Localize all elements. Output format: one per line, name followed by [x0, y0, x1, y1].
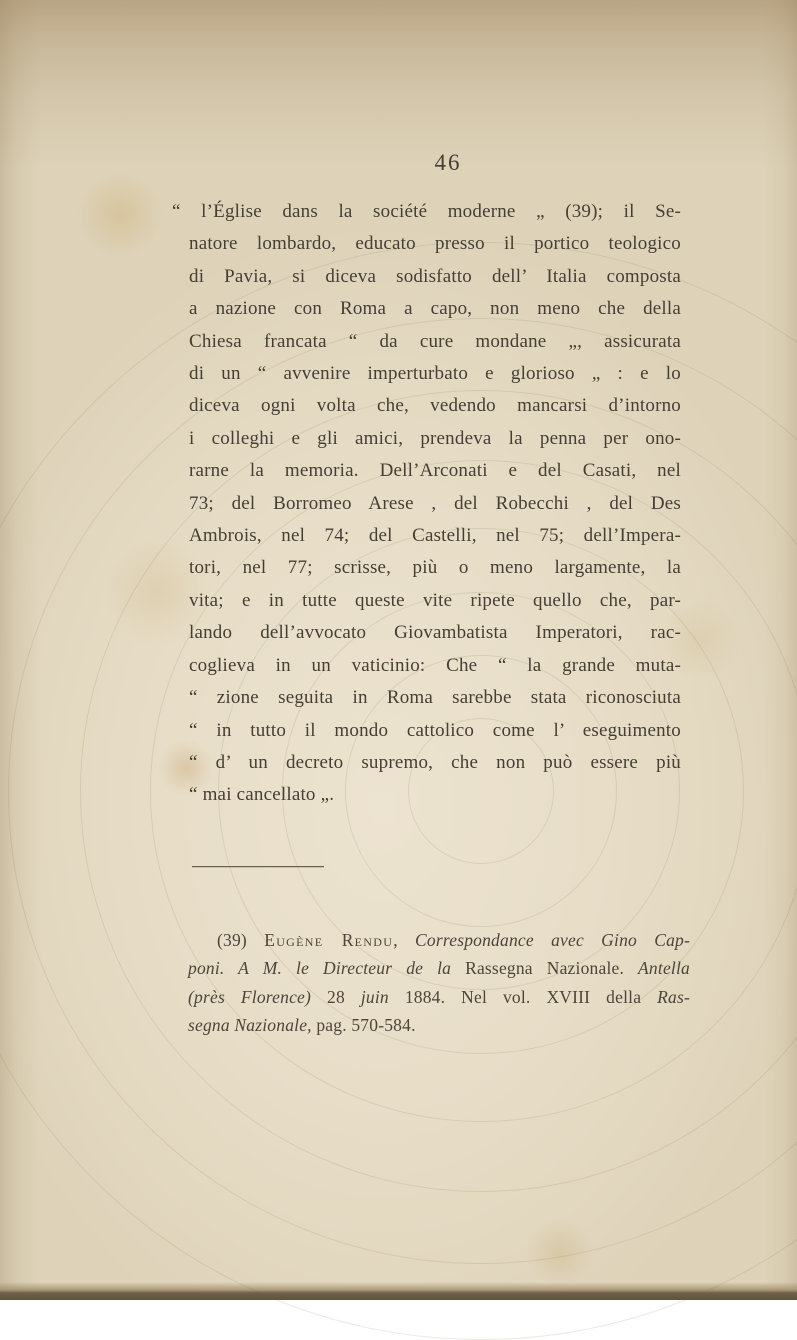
footnote-text-segment: Antella: [638, 958, 690, 979]
footnote-text-segment: pag. 570-584.: [311, 1015, 416, 1036]
footnote-line: [188, 926, 690, 954]
paragraph-line: diceva ogni volta che, vedendo mancarsi d’intorno: [189, 395, 681, 417]
footnote-author: Eugène Rendu: [264, 930, 394, 950]
paragraph-line: “ d’ un decreto supremo, che non può essere più: [189, 751, 681, 773]
paragraph-line: lando dell’avvocato Giovambatista Imperatori, rac-: [189, 622, 681, 644]
paragraph-line: tori, nel 77; scrisse, più o meno largamente, la: [189, 557, 681, 579]
paragraph-line: coglieva in un vaticinio: Che “ la grande muta-: [189, 654, 681, 676]
paragraph-line: di un “ avvenire imperturbato e glorioso „ : e lo: [189, 363, 681, 385]
footnote-text-segment: Correspondance avec Gino Cap-: [415, 930, 691, 950]
footnote-text-segment: Rassegna Nazionale.: [465, 958, 639, 979]
footnote-text-segment: Ras-: [657, 986, 690, 1007]
paragraph-line: 73; del Borromeo Arese , del Robecchi , del Des: [189, 492, 681, 514]
footnote-text-segment: poni. A M. le Directeur de la: [188, 958, 466, 979]
paragraph-line: a nazione con Roma a capo, non meno che della: [189, 298, 681, 320]
paragraph-line: rarne la memoria. Dell’Arconati e del Casati, nel: [189, 460, 681, 482]
footnote-text-segment: segna Nazionale,: [188, 1015, 312, 1036]
paragraph-line: Chiesa francata “ da cure mondane „, assicurata: [189, 330, 681, 352]
paragraph-line: i colleghi e gli amici, prendeva la penna per ono-: [189, 427, 681, 449]
footnote-text-segment: (près Florence): [188, 986, 327, 1007]
paragraph-line: “ l’Église dans la société moderne „ (39); il Se-: [172, 201, 681, 222]
paragraph-line: vita; e in tutte queste vite ripete quello che, par-: [189, 589, 681, 611]
paragraph-line: di Pavia, si diceva sodisfatto dell’ Italia composta: [189, 265, 681, 287]
footnote-line: [188, 1011, 690, 1039]
footnote-line: [188, 983, 690, 1011]
page-number: 46: [434, 150, 462, 175]
footnote-text-segment: ,: [393, 930, 416, 950]
footnote-text-segment: 1884. Nel vol. XVIII della: [388, 986, 658, 1007]
paragraph-line: “ mai cancellato „.: [189, 784, 335, 806]
paragraph-line: Ambrois, nel 74; del Castelli, nel 75; dell’Impera-: [189, 525, 681, 547]
footnote-text-segment: juin: [360, 986, 389, 1007]
footnote-divider: [192, 866, 324, 867]
paragraph-line: “ zione seguita in Roma sarebbe stata riconosciuta: [189, 687, 681, 709]
footnote-text-segment: (39): [217, 930, 265, 950]
main-paragraph: [172, 196, 681, 812]
paragraph-line: natore lombardo, educato presso il portico teologico: [189, 233, 681, 255]
paragraph-line: “ in tutto il mondo cattolico come l’ eseguimento: [189, 719, 681, 741]
footnote-line: [188, 954, 690, 982]
footnote-text-segment: 28: [327, 986, 361, 1007]
footnote: [188, 926, 690, 1040]
